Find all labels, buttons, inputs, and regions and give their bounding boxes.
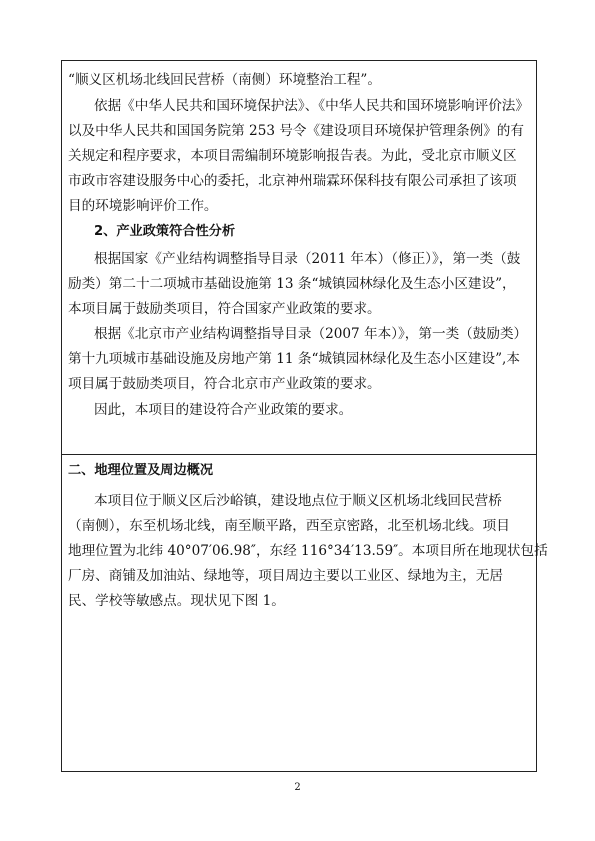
beijing-policy-line: 根据《北京市产业结构调整指导目录（2007 年本）》，第一类（鼓励类） — [94, 326, 528, 342]
location-paragraph-line: 厂房、商铺及加油站、绿地等，项目周边主要以工业区、绿地为主，无居 — [68, 568, 503, 584]
location-paragraph-line: 民、学校等敏感点。现状见下图 1。 — [68, 593, 285, 609]
basis-paragraph-line: 关规定和程序要求，本项目需编制环境影响报告表。为此，受北京市顺义区 — [68, 148, 517, 164]
beijing-policy-line: 项目属于鼓励类项目，符合北京市产业政策的要求。 — [68, 376, 381, 392]
location-paragraph-line: （南侧），东至机场北线，南至顺平路，西至京密路，北至机场北线。项目 — [68, 518, 510, 534]
page-number: 2 — [294, 782, 301, 793]
section-divider — [62, 454, 536, 455]
section-heading-location: 二、地理位置及周边概况 — [68, 463, 214, 478]
national-policy-line: 根据国家《产业结构调整指导目录（2011 年本）（修正）》，第一类（鼓 — [94, 251, 521, 267]
location-paragraph-line: 地理位置为北纬 40°07′06.98″，东经 116°34′13.59″。本项目所在地现状包括 — [68, 543, 548, 559]
location-paragraph-line: 本项目位于顺义区后沙峪镇，建设地点位于顺义区机场北线回民营桥 — [94, 493, 502, 509]
policy-subheading: 2、产业政策符合性分析 — [94, 224, 236, 239]
form-table-frame — [61, 60, 548, 772]
beijing-policy-line: 第十九项城市基础设施及房地产第 11 条“城镇园林绿化及生态小区建设”,本 — [68, 351, 520, 367]
paragraph-continuation-line: “顺义区机场北线回民营桥（南侧）环境整治工程”。 — [68, 72, 381, 88]
basis-paragraph-line: 目的环境影响评价工作。 — [68, 198, 218, 214]
national-policy-line: 励类）第二十二项城市基础设施第 13 条“城镇园林绿化及生态小区建设”， — [68, 276, 516, 292]
conclusion-line: 因此，本项目的建设符合产业政策的要求。 — [94, 402, 353, 418]
basis-paragraph-line: 以及中华人民共和国国务院第 253 号令《建设项目环境保护管理条例》的有 — [68, 123, 524, 139]
national-policy-line: 本项目属于鼓励类项目，符合国家产业政策的要求。 — [68, 301, 381, 317]
basis-paragraph-line: 市政市容建设服务中心的委托，北京神州瑞霖环保科技有限公司承担了该项 — [68, 173, 517, 189]
basis-paragraph-line: 依据《中华人民共和国环境保护法》、《中华人民共和国环境影响评价法》 — [94, 98, 529, 114]
